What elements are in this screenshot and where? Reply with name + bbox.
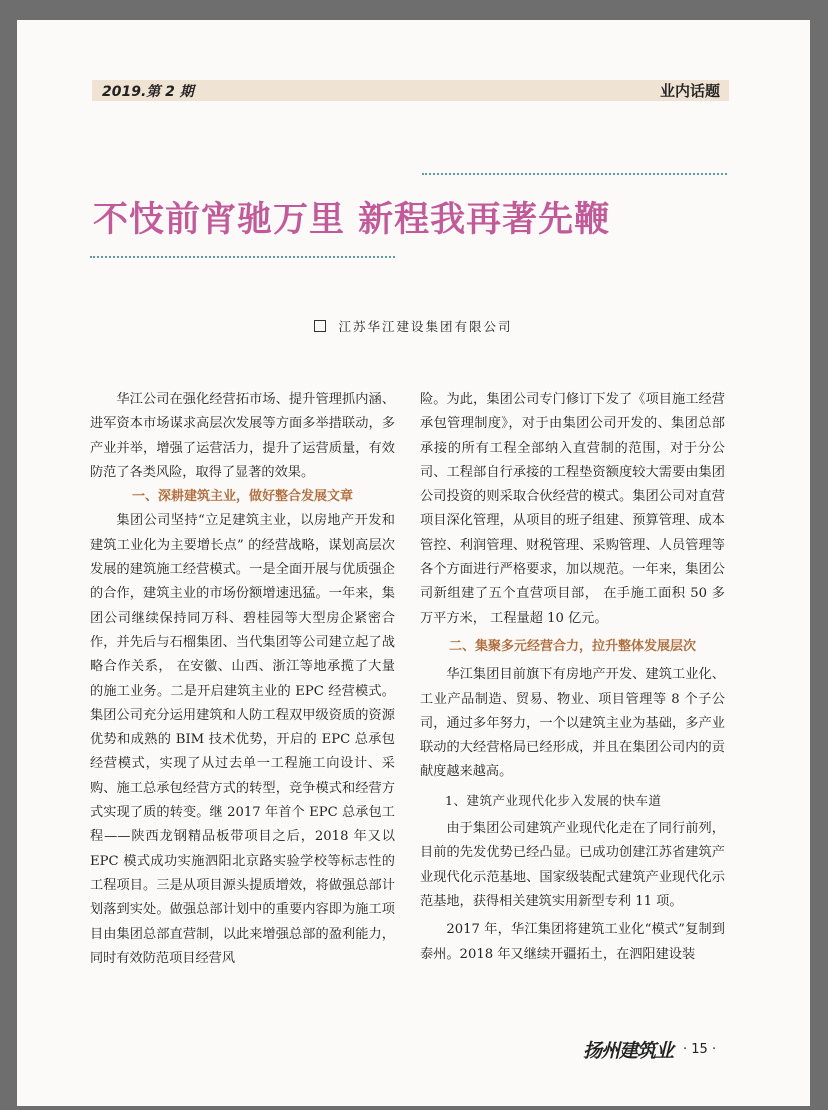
- author-line: [17, 317, 810, 335]
- title-divider-bottom: [90, 256, 395, 258]
- section-label: 业内话题: [659, 82, 720, 100]
- left-column: [90, 388, 395, 971]
- checkbox-square-icon: [314, 320, 326, 332]
- title-divider-top: [422, 173, 727, 175]
- paragraph: 2017 年，华江集团将建筑工业化“模式”复制到泰州。2018 年又继续开疆拓土，在泗阳建设装: [420, 922, 725, 962]
- subheading: 1、建筑产业现代化步入发展的快车道: [445, 792, 662, 808]
- paragraph: 集团公司坚持“立足建筑主业，以房地产开发和建筑工业化为主要增长点” 的经营战略，谋划高层次发展的建筑施工经营模式。一是全面开展与优质强企的合作，建筑主业的市场份额增速迅猛。一年来，集团公司继续保持同万科、碧桂园等大型房企紧密合作，并先后与石榴集团、当代集团等公司建立起了战略合作关系， 在安徽、山西、浙江等地承揽了大量的施工业务。二是开启建筑主业的 EPC 经营模式。集团公司充分运用建筑和人防工程双甲级资质的资源优势和成熟的 BIM 技术优势，开启的 EPC 总承包经营模式，实现了从过去单一工程施工向设计、采购、施工总承包经营方式的转型，竞争模式和经营方式实现了质的转变。继 2017 年首个 EPC 总承包工程——陕西龙钢精品板带项目之后，2018 年又以 EPC 模式成功实施泗阳北京路实验学校等标志性的工程项目。三是从项目源头提质增效，将做强总部计划落到实处。做强总部计划中的重要内容即为施工项目由集团总部直营制，以此来增强总部的盈利能力， 同时有效防范项目经营风: [90, 513, 395, 966]
- paragraph: 由于集团公司建筑产业现代化走在了同行前列，目前的先发优势已经凸显。已成功创建江苏省建筑产业现代化示范基地、国家级装配式建筑产业现代化示范基地，获得相关建筑实用新型专利 11 项。: [420, 821, 725, 909]
- paragraph: 华江集团目前旗下有房地产开发、建筑工业化、工业产品制造、贸易、物业、项目管理等 8 个子公司，通过多年努力，一个以建筑主业为基础，多产业联动的大经营格局已经形成，并且在集团公司内的贡献度越来越高。: [420, 667, 725, 780]
- section-heading: 一、深耕建筑主业，做好整合发展文章: [131, 489, 353, 505]
- page-number: · 15 ·: [683, 1042, 717, 1057]
- magazine-page: [17, 20, 810, 1106]
- article-title: 不忮前宵驰万里 新程我再著先鞭: [93, 200, 611, 240]
- magazine-logo: 扬州建筑业: [583, 1040, 674, 1062]
- author-name: 江苏华江建设集团有限公司: [338, 319, 513, 334]
- section-heading: 二、集聚多元经营合力，拉升整体发展层次: [448, 638, 696, 654]
- right-column: [420, 388, 725, 967]
- issue-label: 2019.第 2 期: [102, 84, 194, 100]
- paragraph: 险。为此，集团公司专门修订下发了《项目施工经营承包管理制度》，对于由集团公司开发的、集团总部承接的所有工程全部纳入直营制的范围，对于分公司、工程部自行承接的工程垫资额度较大需要由集团公司投资的则采取合伙经营的模式。集团公司对直营项目深化管理，从项目的班子组建、预算管理、成本管控、利润管理、财税管理、采购管理、人员管理等各个方面进行严格要求，加以规范。一年来，集团公司新组建了五个直营项目部， 在手施工面积 50 多万平方米， 工程量超 10 亿元。: [420, 392, 725, 626]
- paragraph: 华江公司在强化经营拓市场、提升管理抓内涵、进军资本市场谋求高层次发展等方面多举措联动，多产业并举，增强了运营活力，提升了运营质量，有效防范了各类风险，取得了显著的效果。: [90, 392, 395, 480]
